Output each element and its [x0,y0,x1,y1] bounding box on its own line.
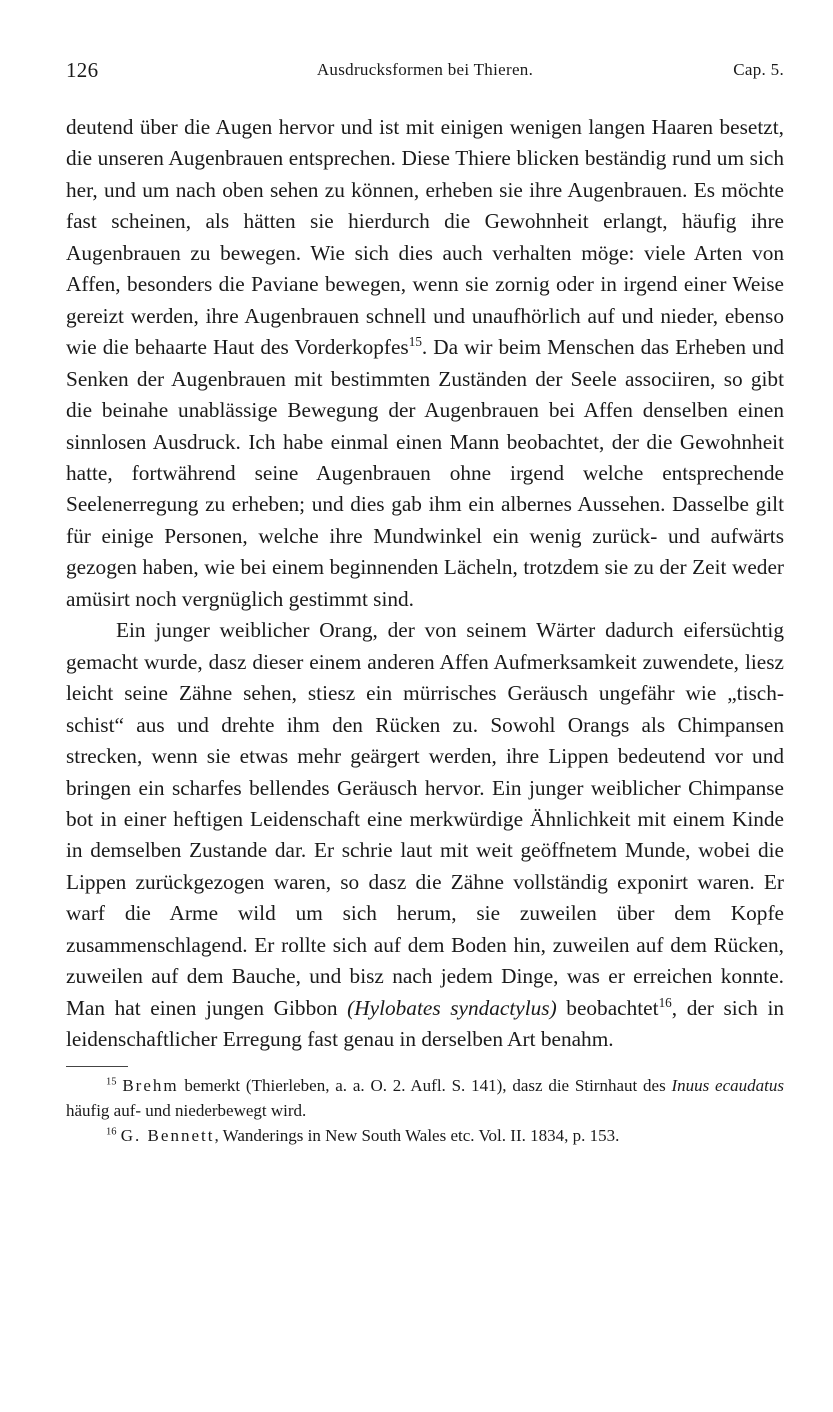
footnotes [66,1073,784,1148]
footnote-number: 15 [106,1075,117,1087]
main-text [66,112,784,1056]
page-number: 126 [66,58,99,82]
paragraph-text: Ein junger weiblicher Orang, der von seinem Wärter dadurch eifersüchtig gemacht wurde, dasz dieser einem anderen Affen Aufmerksamkeit zuwendete, liesz leicht seine Zähne sehen, stiesz ein mürrisches Geräusch ungefähr wie „tisch-schist“ aus und drehte ihm den Rücken zu. Sowohl Orangs als Chimpansen strecken, wenn sie etwas mehr geärgert werden, ihre Lippen bedeutend vor und bringen ein scharfes bellendes Geräusch hervor. Ein junger weiblicher Chimpanse bot in einer heftigen Leidenschaft eine merkwürdige Ähnlichkeit mit einem Kinde in demselben Zustande dar. Er schrie laut mit weit geöffnetem Munde, wobei die Lippen zurückgezogen waren, so dasz die Zähne vollständig exponirt waren. Er warf die Arme wild um sich herum, sie zuweilen über dem Kopfe zusammenschlagend. Er rollte sich auf dem Boden hin, zuweilen auf dem Rücken, zuweilen auf dem Bauche, und bisz nach jedem Dinge, was er erreichen konnte. Man hat einen jungen Gibbon [66,618,784,1020]
footnote-author: Brehm [122,1075,179,1095]
footnote-text: , Wanderings in New South Wales etc. Vol. II. 1834, p. 153. [214,1125,620,1145]
chapter-label: Cap. 5. [733,60,784,79]
footnote-author: G. Bennett [120,1125,215,1145]
running-title: Ausdrucksformen bei Thieren. [316,60,534,79]
footnote-text: häufig auf- und niederbewegt wird. [66,1100,307,1120]
paragraph-text: beobachtet [556,995,659,1020]
footnote-15 [66,1073,784,1123]
footnote-ref-16: 16 [658,994,672,1010]
paragraph-orang [66,615,784,1055]
page-header [66,58,784,88]
paragraph-text: . Da wir beim Menschen das Erheben und Senken der Augenbrauen mit bestimmten Zuständen der Seele associiren, so gibt die beinahe unablässige Bewegung der Augenbrauen bei Affen denselben einen sinnlosen Ausdruck. Ich habe einmal einen Mann beobachtet, der die Gewohnheit hatte, fortwährend seine Augenbrauen ohne irgend welche entsprechende Seelenerregung zu erheben; und dies gab ihm ein albernes Aussehen. Dasselbe gilt für einige Personen, welche ihre Mundwinkel ein wenig zurück- und aufwärts gezogen haben, wie bei einem beginnenden Lächeln, trotzdem sie zu der Zeit weder amüsirt noch vergnüglich gestimmt sind. [66,335,784,611]
paragraph-continued [66,112,784,615]
footnote-ref-15: 15 [408,334,422,350]
species-name: (Hylobates syndactylus) [347,995,557,1020]
footnote-divider [66,1066,128,1067]
footnote-species: Inuus ecaudatus [671,1075,784,1095]
footnote-16 [66,1123,784,1148]
paragraph-text: , der sich in leidenschaftlicher Erregung fast genau in derselben Art benahm. [66,995,785,1052]
paragraph-text: deutend über die Augen hervor und ist mit einigen wenigen langen Haaren besetzt, die unseren Augenbrauen entsprechen. Diese Thiere blicken beständig rund um sich her, und um nach oben sehen zu können, erheben sie ihre Augenbrauen. Es möchte fast scheinen, als hätten sie hierdurch die Gewohnheit erlangt, häufig ihre Augenbrauen zu bewegen. Wie sich dies auch verhalten möge: viele Arten von Affen, besonders die Paviane bewegen, wenn sie zornig oder in irgend einer Weise gereizt werden, ihre Augenbrauen schnell und unaufhörlich auf und nieder, ebenso wie die behaarte Haut des Vorderkopfes [66,115,784,360]
footnote-text: bemerkt (Thierleben, a. a. O. 2. Aufl. S. 141), dasz die Stirnhaut des [178,1075,672,1095]
book-page [66,58,784,1148]
footnote-number: 16 [106,1125,117,1137]
